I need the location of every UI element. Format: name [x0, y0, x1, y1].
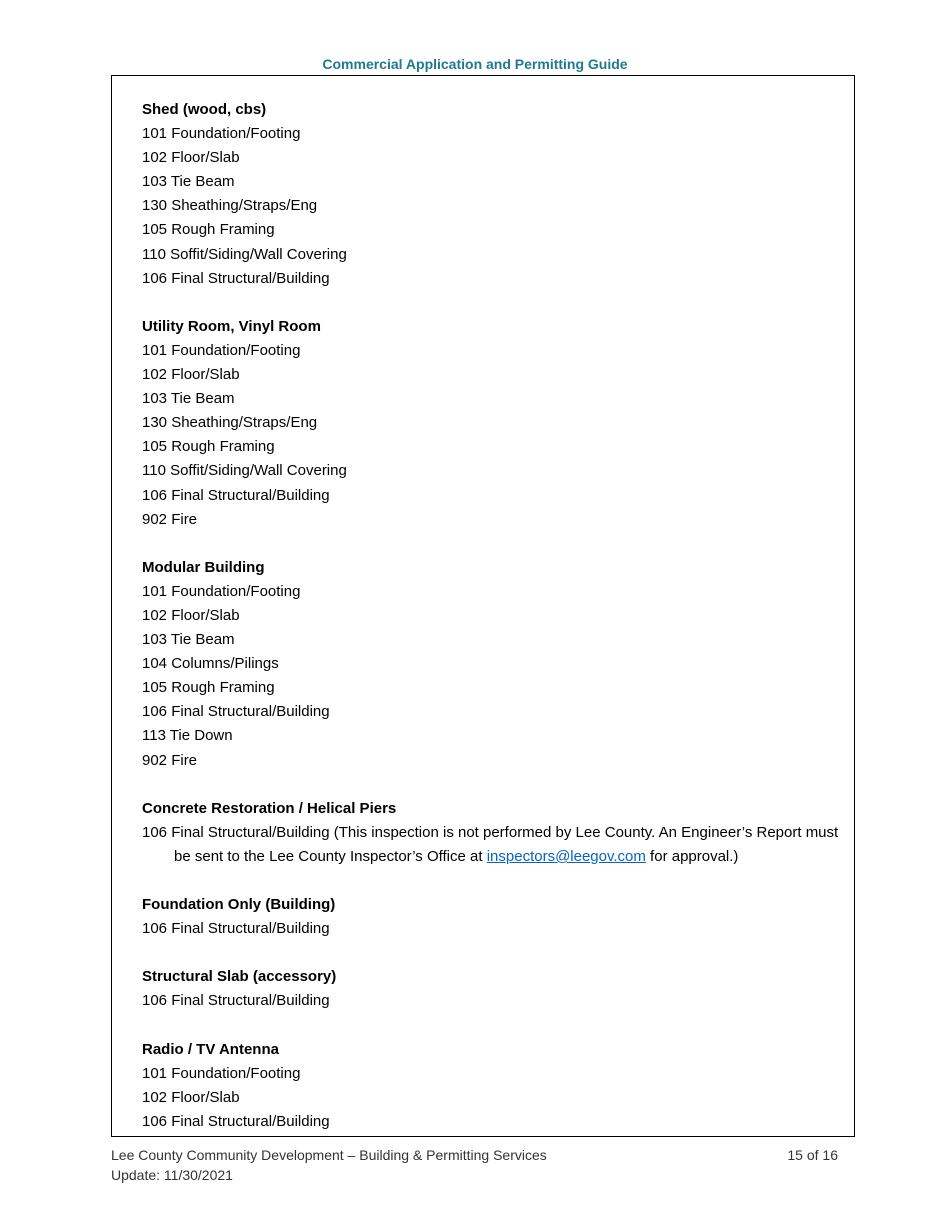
inspection-note: [142, 821, 842, 869]
section-structural-slab: [142, 965, 842, 1013]
page-footer: [111, 1146, 838, 1185]
page-number: 15 of 16: [787, 1147, 838, 1163]
list-item: 102 Floor/Slab: [142, 1088, 240, 1106]
section-title: Shed (wood, cbs): [142, 101, 267, 118]
section-title: Concrete Restoration / Helical Piers: [142, 799, 397, 817]
list-item: 102 Floor/Slab: [142, 149, 240, 167]
section-shed: [142, 98, 842, 291]
list-item: 113 Tie Down: [142, 727, 233, 745]
list-item: 106 Final Structural/Building: [142, 920, 330, 938]
list-item: 902 Fire: [142, 510, 198, 528]
list-item: 101 Foundation/Footing: [142, 125, 301, 143]
section-modular-building: [142, 556, 842, 773]
list-item: 102 Floor/Slab: [142, 366, 240, 384]
list-item: 103 Tie Beam: [142, 631, 235, 649]
page-header-title: Commercial Application and Permitting Guide: [322, 56, 628, 72]
list-item: 101 Foundation/Footing: [142, 1064, 301, 1082]
list-item: 103 Tie Beam: [142, 390, 235, 408]
list-item: 102 Floor/Slab: [142, 606, 240, 624]
section-title: Utility Room, Vinyl Room: [142, 317, 321, 335]
list-item: 106 Final Structural/Building: [142, 269, 330, 287]
section-title: Modular Building: [142, 558, 265, 576]
note-text: for approval.): [645, 847, 739, 865]
inspectors-email-link[interactable]: inspectors@leegov.com: [486, 847, 646, 865]
section-title: Foundation Only (Building): [142, 896, 336, 914]
list-item: 104 Columns/Pilings: [142, 655, 279, 673]
inspection-list: [142, 98, 842, 1134]
list-item: 106 Final Structural/Building: [142, 1112, 330, 1130]
list-item: 105 Rough Framing: [142, 438, 275, 456]
section-foundation-only: [142, 893, 842, 941]
list-item: 103 Tie Beam: [142, 173, 235, 191]
section-utility-room: [142, 315, 842, 532]
footer-update-date: Update: 11/30/2021: [111, 1166, 233, 1183]
section-radio-tv-antenna: [142, 1038, 842, 1134]
list-item: 101 Foundation/Footing: [142, 341, 301, 359]
list-item: 105 Rough Framing: [142, 679, 275, 697]
list-item: 106 Final Structural/Building: [142, 703, 330, 721]
list-item: 106 Final Structural/Building: [142, 992, 330, 1010]
list-item: 105 Rough Framing: [142, 221, 275, 239]
list-item: 101 Foundation/Footing: [142, 582, 301, 600]
note-text: 106 Final Structural/Building (This inspection is not performed by Lee County. An Engineer’s Report must be sent to the Lee County Inspector’s Office at: [142, 823, 839, 865]
list-item: 110 Soffit/Siding/Wall Covering: [142, 462, 347, 480]
footer-org: Lee County Community Development – Building & Permitting Services: [111, 1147, 547, 1163]
section-title: Radio / TV Antenna: [142, 1040, 279, 1058]
list-item: 902 Fire: [142, 751, 198, 769]
section-concrete-restoration: [142, 797, 842, 869]
list-item: 130 Sheathing/Straps/Eng: [142, 414, 318, 432]
section-title: Structural Slab (accessory): [142, 968, 337, 986]
list-item: 106 Final Structural/Building: [142, 486, 330, 504]
list-item: 130 Sheathing/Straps/Eng: [142, 197, 318, 215]
list-item: 110 Soffit/Siding/Wall Covering: [142, 245, 347, 263]
